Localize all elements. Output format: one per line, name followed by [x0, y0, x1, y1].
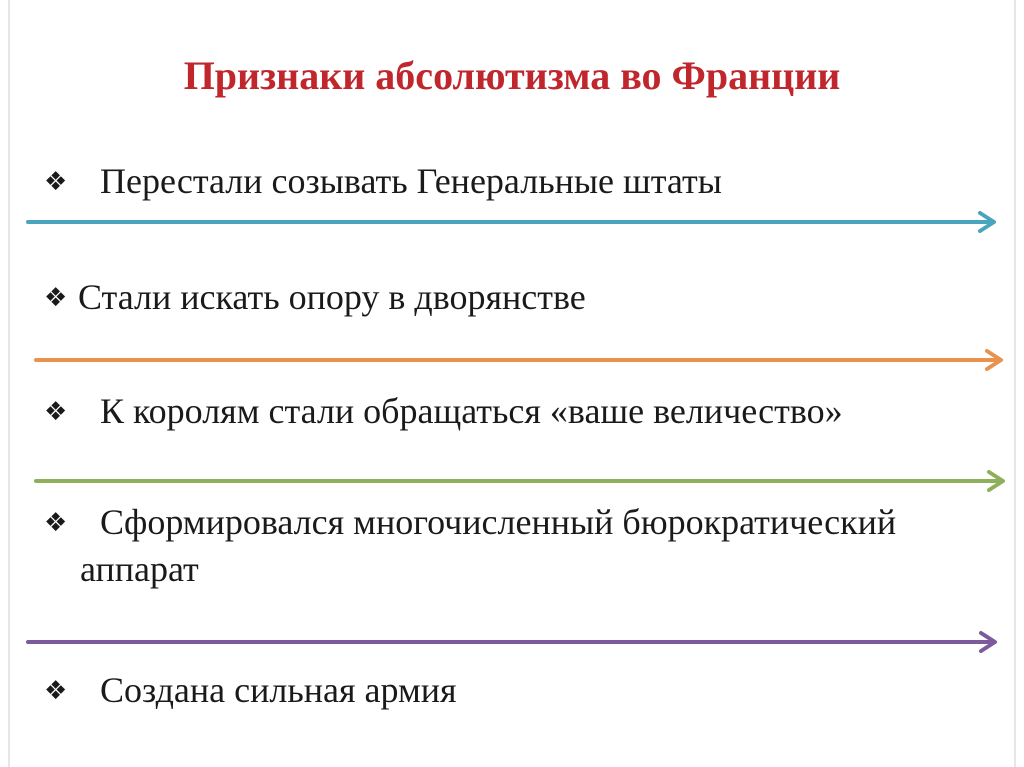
slide-title: Признаки абсолютизма во Франции — [183, 53, 841, 98]
list-item-5-text: Создана сильная армия — [100, 670, 457, 710]
list-item-1-text: Перестали созывать Генеральные штаты — [100, 161, 722, 201]
list-item-2-text: Стали искать опору в дворянстве — [78, 277, 586, 317]
arrow-divider-1 — [0, 210, 1024, 234]
list-item-3-text: К королям стали обращаться «ваше величество» — [100, 391, 843, 431]
bullet-icon: ❖ — [44, 283, 68, 313]
bullet-icon: ❖ — [44, 167, 68, 197]
list-item-1 — [44, 158, 994, 205]
bullet-icon: ❖ — [44, 397, 68, 427]
arrow-divider-4 — [0, 630, 1024, 654]
list-item-4-text-continued: аппарат — [80, 549, 199, 589]
list-item-4-text: Сформировался многочисленный бюрократический — [100, 502, 897, 542]
arrow-divider-3 — [0, 469, 1024, 493]
arrow-divider-2 — [0, 348, 1024, 372]
bullet-icon: ❖ — [44, 676, 68, 706]
list-item-5 — [44, 667, 994, 714]
list-item-3 — [44, 388, 994, 435]
list-item-4 — [44, 499, 994, 592]
bullet-icon: ❖ — [44, 508, 68, 538]
list-item-2 — [44, 274, 994, 321]
